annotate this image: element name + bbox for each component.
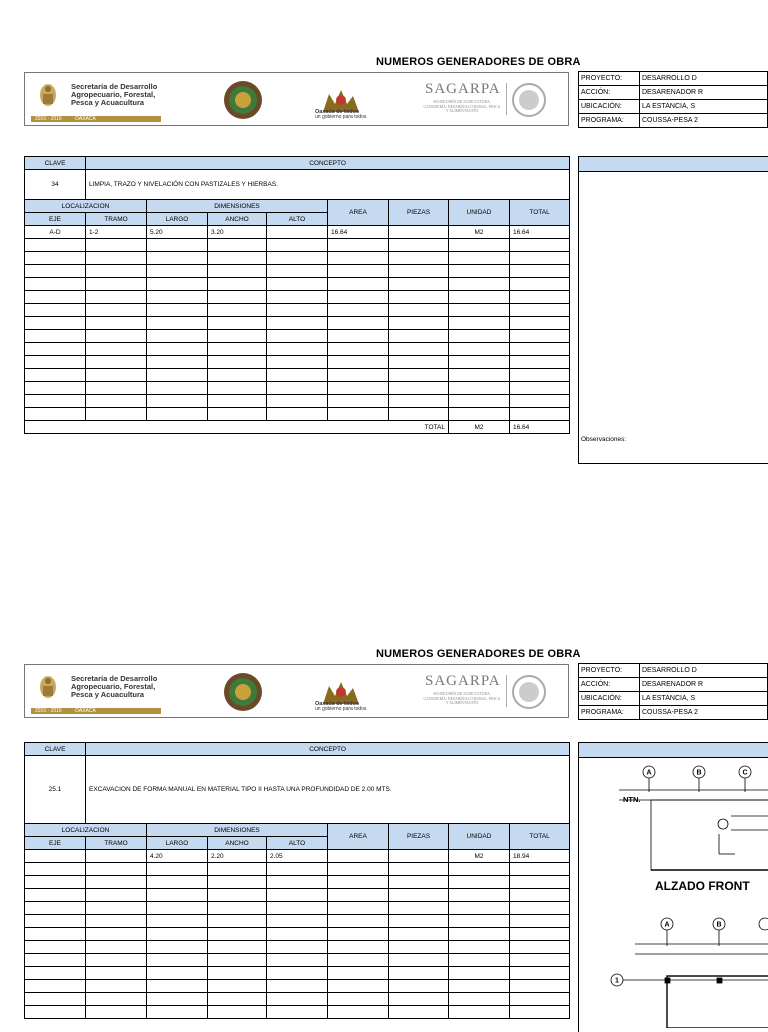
ntn-label: NTN. <box>623 795 641 804</box>
axis-label: C <box>742 769 748 777</box>
axis-label: A <box>646 769 652 777</box>
sketch-header <box>579 157 768 172</box>
localizacion-header: LOCALIZACION <box>25 200 147 213</box>
table-row <box>25 317 570 330</box>
table-row <box>25 369 570 382</box>
divider <box>506 83 507 115</box>
oaxaca-slogan: Oaxaca de todos un gobierno para todos <box>315 109 367 120</box>
table-row <box>25 408 570 421</box>
mexico-eagle-seal-icon <box>511 674 547 710</box>
table-row <box>25 954 570 967</box>
localizacion-header: LOCALIZACION <box>25 824 147 837</box>
secretaria-name: Secretaría de Desarrollo Agropecuario, Forestal, Pesca y Acuacultura <box>71 674 158 699</box>
table-row <box>25 1006 570 1019</box>
concepto-header: CONCEPTO <box>86 157 570 170</box>
table-row <box>25 382 570 395</box>
sheet-1 <box>0 52 768 492</box>
axis-label: B <box>716 921 722 929</box>
clave-value: 34 <box>25 170 86 200</box>
period-band: 2010 - 2016 OAXACA <box>31 116 161 122</box>
dimensiones-header: DIMENSIONES <box>147 200 328 213</box>
table-row <box>25 876 570 889</box>
project-info-table: PROYECTO: DESARROLLO D ACCIÓN: DESARENADOR R UBICACIÓN: LA ESTANCIA, S PROGRAMA: COUSSA-PESA 2 <box>578 71 768 128</box>
table-row <box>25 239 570 252</box>
eje-header: EJE <box>25 213 86 226</box>
generator-table <box>24 742 570 1019</box>
clave-value: 25.1 <box>25 756 86 824</box>
axis-label: 1 <box>615 977 619 985</box>
largo-header: LARGO <box>147 213 208 226</box>
table-row <box>25 915 570 928</box>
clave-header: CLAVE <box>25 743 86 756</box>
empty-rows <box>25 239 570 421</box>
project-info-table: PROYECTO: DESARROLLO D ACCIÓN: DESARENADOR R UBICACIÓN: LA ESTANCIA, S PROGRAMA: COUSSA-PESA 2 <box>578 663 768 720</box>
eje-header: EJE <box>25 837 86 850</box>
ancho-header: ANCHO <box>208 837 267 850</box>
total-row: TOTAL M2 16.64 <box>25 421 570 434</box>
sheet-2 <box>0 644 768 1024</box>
divider <box>506 675 507 707</box>
table-row <box>25 902 570 915</box>
table-row <box>25 980 570 993</box>
mexico-eagle-seal-icon <box>511 82 547 118</box>
unidad-header: UNIDAD <box>449 200 510 226</box>
state-seal-icon <box>223 672 263 712</box>
sheet-title: NUMEROS GENERADORES DE OBRA <box>376 648 581 660</box>
piezas-header: PIEZAS <box>389 824 449 850</box>
dimensiones-header: DIMENSIONES <box>147 824 328 837</box>
total-header: TOTAL <box>510 200 570 226</box>
alto-header: ALTO <box>267 213 328 226</box>
axis-label: A <box>664 921 670 929</box>
clave-header: CLAVE <box>25 157 86 170</box>
axis-label: B <box>696 769 702 777</box>
table-row: 4.20 2.20 2.05 M2 18.94 <box>25 850 570 863</box>
table-row <box>25 395 570 408</box>
oaxaca-coat-of-arms-icon <box>37 673 59 703</box>
ancho-header: ANCHO <box>208 213 267 226</box>
concepto-value: LIMPIA, TRAZO Y NIVELACIÓN CON PASTIZALES Y HIERBAS. <box>86 170 570 200</box>
table-row <box>25 993 570 1006</box>
logo-banner <box>24 72 569 126</box>
state-seal-icon <box>223 80 263 120</box>
table-row <box>25 265 570 278</box>
table-row <box>25 343 570 356</box>
alzado-frontal-drawing <box>579 758 768 1028</box>
table-row <box>25 278 570 291</box>
generator-table <box>24 156 570 434</box>
table-row <box>25 967 570 980</box>
sagarpa-logo: SAGARPA <box>425 673 501 689</box>
table-row <box>25 304 570 317</box>
table-row <box>25 291 570 304</box>
piezas-header: PIEZAS <box>389 200 449 226</box>
observaciones-label: Observaciones: <box>581 436 627 443</box>
table-row <box>25 330 570 343</box>
tramo-header: TRAMO <box>86 837 147 850</box>
table-row: A-D 1-2 5.20 3.20 16.64 M2 16.64 <box>25 226 570 239</box>
area-header: AREA <box>328 824 389 850</box>
table-row <box>25 941 570 954</box>
logo-banner <box>24 664 569 718</box>
sketch-panel <box>578 742 768 1032</box>
sketch-header <box>579 743 768 758</box>
sagarpa-subtitle: SECRETARÍA DE AGRICULTURA, GANADERÍA, DESARROLLO RURAL, PESCA Y ALIMENTACIÓN <box>423 692 501 706</box>
largo-header: LARGO <box>147 837 208 850</box>
alto-header: ALTO <box>267 837 328 850</box>
tramo-header: TRAMO <box>86 213 147 226</box>
table-row <box>25 252 570 265</box>
secretaria-name: Secretaría de Desarrollo Agropecuario, Forestal, Pesca y Acuacultura <box>71 82 158 107</box>
period-band: 2010 - 2016 OAXACA <box>31 708 161 714</box>
table-row <box>25 928 570 941</box>
sagarpa-subtitle: SECRETARÍA DE AGRICULTURA, GANADERÍA, DESARROLLO RURAL, PESCA Y ALIMENTACIÓN <box>423 100 501 114</box>
sheet-title: NUMEROS GENERADORES DE OBRA <box>376 56 581 68</box>
unidad-header: UNIDAD <box>449 824 510 850</box>
table-row <box>25 863 570 876</box>
empty-rows <box>25 863 570 1019</box>
sagarpa-logo: SAGARPA <box>425 81 501 97</box>
concepto-value: EXCAVACION DE FORMA MANUAL EN MATERIAL TIPO II HASTA UNA PROFUNDIDAD DE 2.00 MTS. <box>86 756 570 824</box>
concepto-header: CONCEPTO <box>86 743 570 756</box>
area-header: AREA <box>328 200 389 226</box>
table-row <box>25 889 570 902</box>
oaxaca-slogan: Oaxaca de todos un gobierno para todos <box>315 701 367 712</box>
alzado-label: ALZADO FRONT <box>655 879 750 893</box>
oaxaca-coat-of-arms-icon <box>37 81 59 111</box>
sketch-panel <box>578 156 768 464</box>
table-row <box>25 356 570 369</box>
total-header: TOTAL <box>510 824 570 850</box>
